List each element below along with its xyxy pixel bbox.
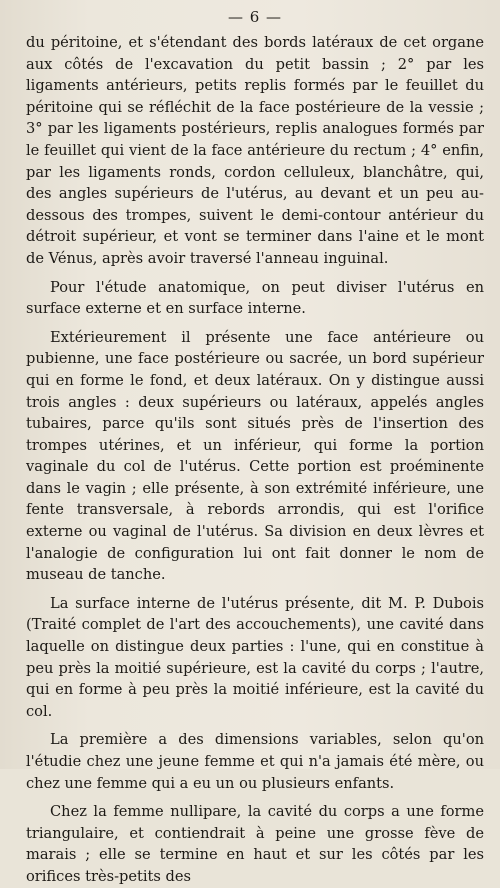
paragraph-5: La première a des dimensions variables, selon qu'on l'étudie chez une jeune femme et qui n'a jamais été mère, ou chez une femme qui a eu un ou plusieurs enfants. — [26, 731, 484, 792]
paragraph-1: du péritoine, et s'étendant des bords latéraux de cet organe aux côtés de l'excavation du petit bassin ; 2° par les ligaments antérieurs, petits replis formés par le feuillet du péritoine qui se réfléchit de la face postérieure de la vessie ; 3° par les ligaments postérieurs, replis analogues formés par le feuillet qui vient de la face antérieure du rectum ; 4° enfin, par les ligaments ronds, cordon celluleux, blanchâtre, qui, des angles supérieurs de l'utérus, au devant et un peu au-dessous des trompes, suivent le demi-contour antérieur du détroit supérieur, et vont se terminer dans l'aine et le mont de Vénus, après avoir traversé l'anneau inguinal. — [26, 34, 484, 267]
paragraph-2: Pour l'étude anatomique, on peut diviser l'utérus en surface externe et en surface interne. — [26, 278, 484, 318]
paragraph-3: Extérieurement il présente une face antérieure ou pubienne, une face postérieure ou sacrée, un bord supérieur qui en forme le fond, et deux latéraux. On y distingue aussi trois angles : deux supérieurs ou latéraux, appelés angles tubaires, parce qu'ils sont situés près de l'insertion des trompes utérines, et un inférieur, qui forme la portion vaginale du col de l'utérus. Cette portion est proéminente dans le vagin ; elle présente, à son extrémité inférieure, une fente transversale, à rebords arrondis, qui est l'orifice externe ou vaginal de l'utérus. Sa division en deux lèvres et l'analogie de configuration lui ont fait donner le nom de museau de tanche. — [26, 328, 484, 584]
page-number: — 6 — — [227, 8, 283, 26]
page-body — [26, 32, 484, 888]
paragraph-6: Chez la femme nullipare, la cavité du corps a une forme triangulaire, et contiendrait à peine une grosse fève de marais ; elle se termine en haut et sur les côtés par les orifices très-petits des — [26, 803, 484, 885]
paragraph-4: La surface interne de l'utérus présente, dit M. P. Dubois (Traité complet de l'art des accouchements), une cavité dans laquelle on distingue deux parties : l'une, qui en constitue à peu près la moitié supérieure, est la cavité du corps ; l'autre, qui en forme à peu près la moitié inférieure, est la cavité du col. — [26, 594, 484, 720]
